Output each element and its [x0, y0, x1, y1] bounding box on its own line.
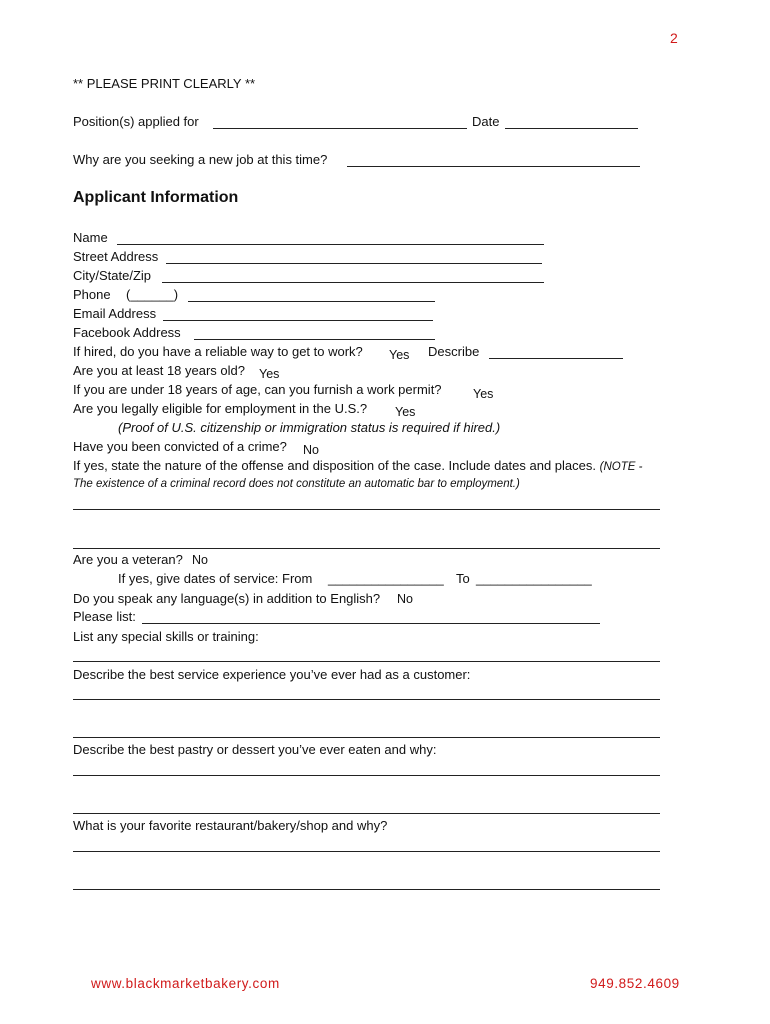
service-experience-question: Describe the best service experience you’ve ever had as a customer: — [73, 667, 471, 682]
name-field[interactable] — [117, 244, 544, 245]
facebook-field[interactable] — [194, 339, 435, 340]
footer-website[interactable]: www.blackmarketbakery.com — [91, 976, 280, 991]
veteran-question: Are you a veteran? — [73, 552, 183, 567]
section-title: Applicant Information — [73, 189, 239, 206]
why-field[interactable] — [347, 166, 640, 167]
pastry-line-2[interactable] — [73, 813, 660, 814]
language-list-field[interactable] — [142, 623, 600, 624]
service-experience-line-1[interactable] — [73, 699, 660, 700]
city-label: City/State/Zip — [73, 268, 152, 283]
veteran-answer[interactable]: No — [192, 553, 208, 567]
favorite-line-2[interactable] — [73, 889, 660, 890]
why-label: Why are you seeking a new job at this time? — [73, 152, 328, 167]
phone-label: Phone — [73, 287, 111, 302]
street-field[interactable] — [166, 263, 542, 264]
email-field[interactable] — [163, 320, 433, 321]
offense-note-start: (NOTE - — [599, 461, 643, 473]
email-label: Email Address — [73, 306, 157, 321]
skills-label: List any special skills or training: — [73, 629, 259, 644]
facebook-label: Facebook Address — [73, 325, 181, 340]
service-experience-line-2[interactable] — [73, 737, 660, 738]
skills-line[interactable] — [73, 661, 660, 662]
crime-question: Have you been convicted of a crime? — [73, 439, 287, 454]
please-list-label: Please list: — [73, 609, 136, 624]
name-label: Name — [73, 230, 108, 245]
transport-question: If hired, do you have a reliable way to get to work? — [73, 344, 363, 359]
offense-note: The existence of a criminal record does not constitute an automatic bar to employment.) — [73, 478, 520, 490]
to-label: To — [456, 571, 470, 586]
pastry-line-1[interactable] — [73, 775, 660, 776]
page-number: 2 — [670, 30, 678, 46]
footer-phone: 949.852.4609 — [590, 976, 680, 991]
permit-question: If you are under 18 years of age, can you furnish a work permit? — [73, 382, 442, 397]
language-answer[interactable]: No — [397, 592, 413, 606]
offense-line-1[interactable] — [73, 509, 660, 510]
permit-answer[interactable]: Yes — [473, 387, 494, 401]
offense-question-text: If yes, state the nature of the offense and disposition of the case. Include dates and places. — [73, 458, 596, 473]
transport-answer[interactable]: Yes — [389, 348, 410, 362]
eligible-answer[interactable]: Yes — [395, 405, 416, 419]
date-label: Date — [472, 114, 500, 129]
service-from-field[interactable]: ________________ — [328, 571, 444, 586]
phone-field[interactable] — [188, 301, 435, 302]
service-dates-label: If yes, give dates of service: From — [118, 571, 313, 586]
position-label: Position(s) applied for — [73, 114, 199, 129]
proof-note: (Proof of U.S. citizenship or immigration status is required if hired.) — [118, 420, 501, 435]
offense-line-2[interactable] — [73, 548, 660, 549]
describe-field[interactable] — [489, 358, 623, 359]
print-notice: ** PLEASE PRINT CLEARLY ** — [73, 76, 256, 91]
favorite-question: What is your favorite restaurant/bakery/shop and why? — [73, 818, 388, 833]
language-question: Do you speak any language(s) in addition to English? — [73, 591, 381, 606]
age-answer[interactable]: Yes — [259, 367, 280, 381]
phone-area-code[interactable]: (______) — [126, 287, 179, 302]
position-field[interactable] — [213, 128, 467, 129]
offense-question — [73, 458, 642, 475]
favorite-line-1[interactable] — [73, 851, 660, 852]
pastry-question: Describe the best pastry or dessert you’ve ever eaten and why: — [73, 742, 437, 757]
crime-answer[interactable]: No — [303, 443, 319, 457]
city-field[interactable] — [162, 282, 544, 283]
service-to-field[interactable]: ________________ — [476, 571, 592, 586]
describe-label: Describe — [428, 344, 480, 359]
date-field[interactable] — [505, 128, 638, 129]
age-question: Are you at least 18 years old? — [73, 363, 245, 378]
eligible-question: Are you legally eligible for employment in the U.S.? — [73, 401, 368, 416]
street-label: Street Address — [73, 249, 159, 264]
